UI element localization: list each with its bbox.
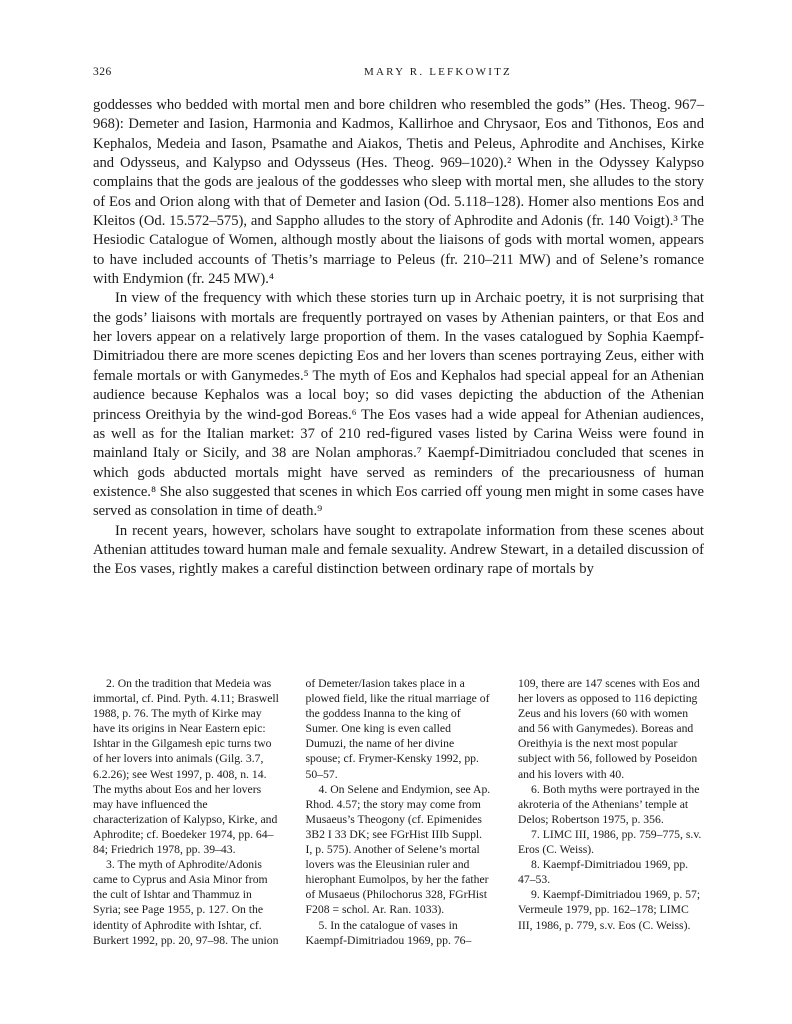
running-head: MARY R. LEFKOWITZ (364, 66, 512, 78)
footnote-8: 8. Kaempf-Dimitriadou 1969, pp. 47–53. (518, 858, 689, 887)
body-text (93, 96, 704, 580)
footnote-column-2 (306, 676, 492, 948)
footnote-column-3 (518, 676, 704, 948)
footnote-2: 2. On the tradition that Medeia was immortal, cf. Pind. Pyth. 4.11; Braswell 1988, p. 76. The myth of Kirke may have its origins in Near Eastern epic: Ishtar in the Gilgamesh epic turns two of her lovers into animals (Gilg. 3.7, 6.2.26); see West 1997, p. 408, n. 14. The myths about Eos and her lovers may have influenced the characterization of Kalypso, Kirke, and Aphrodite; cf. Boedeker 1974, pp. 64–84; Friedrich 1978, pp. 39–43. (93, 677, 279, 857)
footnotes (93, 676, 704, 948)
footnote-3-continued: of Demeter/Iasion takes place in a plowed field, like the ritual marriage of the goddess Inanna to the king of Sumer. One king is even called Dumuzi, the name of her divine spouse; cf. Frymer-Kensky 1992, pp. 50–57. (305, 677, 490, 781)
footnote-5: 5. In the catalogue of vases in Kaempf-Dimitriadou 1969, pp. 76– (305, 918, 472, 947)
footnote-6: 6. Both myths were portrayed in the akroteria of the Athenians’ temple at Delos; Robertson 1975, p. 356. (518, 782, 700, 826)
footnote-3: 3. The myth of Aphrodite/Adonis came to Cyprus and Asia Minor from the cult of Ishtar and Thammuz in Syria; see Page 1955, p. 127. On the identity of Aphrodite with Ishtar, cf. Burkert 1992, pp. 20, 97–98. The union (93, 858, 279, 947)
footnote-4: 4. On Selene and Endymion, see Ap. Rhod. 4.57; the story may come from Musaeus’s Theogony (cf. Epimenides 3B2 I 33 DK; see FGrHist IIIb Suppl. I, p. 575). Another of Selene’s mortal lovers was the Eleusinian ruler and hierophant Eumolpos, by her the father of Musaeus (Philochorus 328, FGrHist F208 = schol. Ar. Ran. 1033). (305, 782, 491, 917)
footnote-9: 9. Kaempf-Dimitriadou 1969, p. 57; Vermeule 1979, pp. 162–178; LIMC III, 1986, p. 779, s.v. Eos (C. Weiss). (518, 888, 701, 932)
paragraph-2: In view of the frequency with which these stories turn up in Archaic poetry, it is not surprising that the gods’ liaisons with mortals are frequently portrayed on vases by Athenian painters, or that Eos and her lovers appear on a relatively large proportion of them. In the vases catalogued by Sophia Kaempf-Dimitriadou there are more scenes depicting Eos and her lovers than scenes portraying Zeus, either with female mortals or with Ganymedes.⁵ The myth of Eos and Kephalos had special appeal for an Athenian audience because Kephalos was a local boy; so did vases depicting the abduction of the Athenian princess Oreithyia by the wind-god Boreas.⁶ The Eos vases had a wide appeal for Athenian audiences, as well as for the Italian market: 37 of 210 red-figured vases listed by Carina Weiss were found in mainland Italy or Sicily, and 38 are Nolan amphoras.⁷ Kaempf-Dimitriadou concluded that scenes in which gods abducted mortals might have served as reminders of the precariousness of human existence.⁸ She also suggested that scenes in which Eos carried off young men might in some cases have served as consolation in time of death.⁹ (93, 290, 704, 520)
paragraph-1: goddesses who bedded with mortal men and bore children who resembled the gods” (Hes. Theog. 967–968): Demeter and Iasion, Harmonia and Kadmos, Kallirhoe and Chrysaor, Eos and Tithonos, Eos and Kephalos, Medeia and Iason, Psamathe and Aiakos, Thetis and Peleus, Aphrodite and Anchises, Kirke and Odysseus, and Kalypso and Odysseus (Hes. Theog. 969–1020).² When in the Odyssey Kalypso complains that the gods are jealous of the goddesses who sleep with mortal men, she alludes to the story of Eos and Orion along with that of Demeter and Iasion (Od. 5.118–128). Homer also mentions Eos and Kleitos (Od. 15.572–575), and Sappho alludes to the story of Aphrodite and Adonis (fr. 140 Voigt).³ The Hesiodic Catalogue of Women, although mostly about the liaisons of gods with mortal women, appears to have included accounts of Thetis’s marriage to Peleus (fr. 210–211 MW) and of Selene’s romance with Endymion (fr. 245 MW).⁴ (93, 97, 704, 288)
paragraph-3: In recent years, however, scholars have sought to extrapolate information from these scenes about Athenian attitudes toward human male and female sexuality. Andrew Stewart, in a detailed discussion of the Eos vases, rightly makes a careful distinction between ordinary rape of mortals by (93, 522, 704, 578)
footnote-5-continued: 109, there are 147 scenes with Eos and her lovers as opposed to 116 depicting Zeus and his lovers (60 with women and 56 with Ganymedes). Boreas and Oreithyia is the next most popular subject with 56, followed by Poseidon and his lovers with 40. (518, 677, 700, 781)
footnote-7: 7. LIMC III, 1986, pp. 759–775, s.v. Eros (C. Weiss). (518, 827, 702, 857)
page-number: 326 (93, 66, 112, 78)
footnote-column-1 (93, 676, 279, 948)
